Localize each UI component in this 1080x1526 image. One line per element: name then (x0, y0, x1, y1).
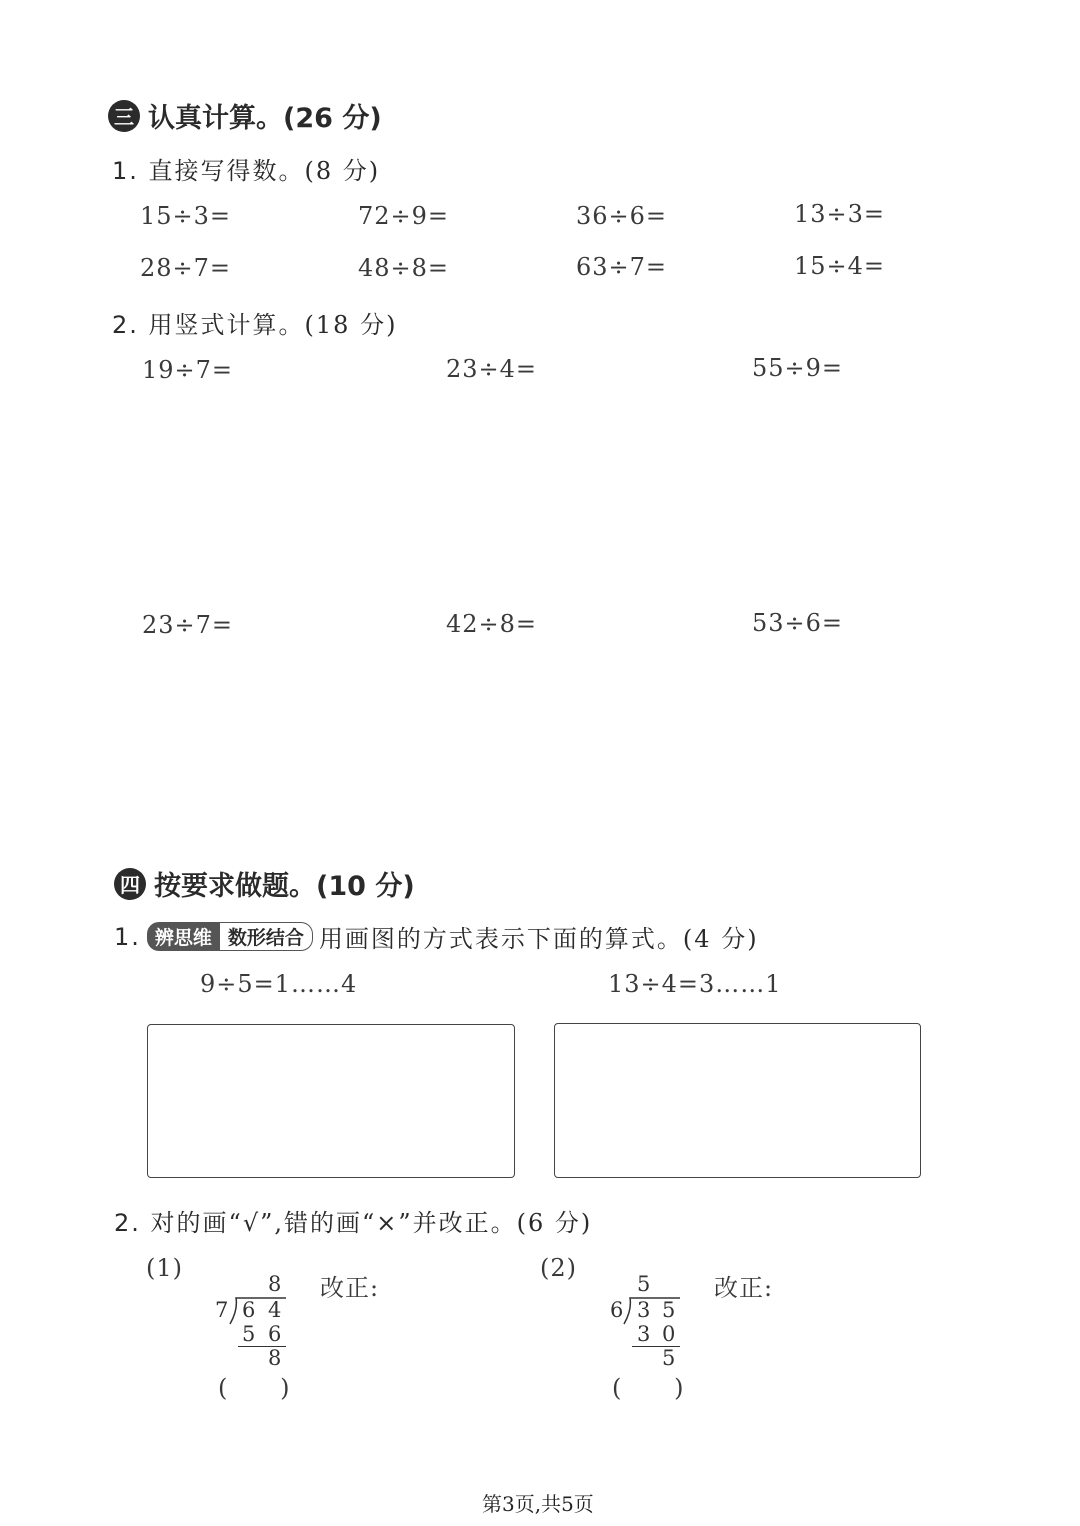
item-2-product-tens: 3 (637, 1322, 651, 1346)
question-text: 用画图的方式表示下面的算式。(4 分) (318, 925, 759, 953)
mental-calc-item: 48÷8= (358, 254, 450, 282)
mental-calc-item: 63÷7= (576, 253, 668, 281)
section-3-title: 认真计算。(26 分) (148, 103, 382, 134)
item-1-dividend-tens: 6 (242, 1298, 256, 1322)
item-1-product-tens: 5 (242, 1322, 256, 1346)
question-2-number: 2. (112, 311, 139, 339)
item-2-remainder: 5 (662, 1346, 676, 1370)
method-tag: 数形结合 (220, 922, 313, 951)
section-4-heading (114, 864, 415, 903)
item-1-divisor: 7 (215, 1298, 229, 1322)
vertical-calc-item: 55÷9= (752, 354, 844, 382)
question-number: 1. (114, 922, 141, 951)
vertical-calc-item: 53÷6= (752, 609, 844, 637)
question-2-title (112, 305, 397, 340)
thinking-tag: 辨思维 (147, 922, 220, 951)
drawing-box-right[interactable] (554, 1023, 921, 1178)
expression-right: 13÷4=3……1 (608, 970, 782, 998)
item-2-dividend-tens: 3 (637, 1298, 651, 1322)
section-3-badge: 三 (108, 100, 140, 132)
section-3-heading (108, 96, 382, 135)
drawing-box-left[interactable] (147, 1024, 515, 1178)
item-2-label: (2) (540, 1254, 577, 1282)
question-text: 对的画“√”,错的画“×”并改正。(6 分) (150, 1209, 593, 1237)
section-4-question-2-title (114, 1203, 592, 1238)
vertical-calc-item: 19÷7= (142, 356, 234, 384)
item-1-quotient: 8 (268, 1272, 282, 1296)
vertical-calc-item: 23÷7= (142, 611, 234, 639)
item-2-dividend-ones: 5 (662, 1298, 676, 1322)
vertical-calc-item: 42÷8= (446, 610, 538, 638)
section-4-question-1-title (114, 919, 759, 954)
item-1-answer-parentheses[interactable]: ( ) (218, 1374, 291, 1402)
item-1-correction-label: 改正: (320, 1274, 380, 1302)
vertical-calc-item: 23÷4= (446, 355, 538, 383)
mental-calc-item: 72÷9= (358, 202, 450, 230)
item-2-quotient: 5 (637, 1272, 651, 1296)
mental-calc-item: 15÷4= (794, 252, 886, 280)
question-1-number: 1. (112, 157, 139, 185)
mental-calc-item: 36÷6= (576, 202, 668, 230)
item-1-product-ones: 6 (268, 1322, 282, 1346)
question-2-text: 用竖式计算。(18 分) (148, 311, 398, 339)
mental-calc-item: 28÷7= (140, 254, 232, 282)
item-2-product-ones: 0 (662, 1322, 676, 1346)
item-1-remainder: 8 (268, 1346, 282, 1370)
question-number: 2. (114, 1209, 141, 1237)
page-number-footer: 第3页,共5页 (482, 1492, 594, 1516)
item-2-answer-parentheses[interactable]: ( ) (612, 1374, 685, 1402)
section-4-badge: 四 (114, 868, 146, 900)
question-1-text: 直接写得数。(8 分) (148, 157, 381, 185)
section-4-title: 按要求做题。(10 分) (154, 871, 415, 902)
mental-calc-item: 13÷3= (794, 200, 886, 228)
question-1-title (112, 151, 380, 186)
item-2-correction-label: 改正: (714, 1274, 774, 1302)
item-1-label: (1) (146, 1254, 183, 1282)
expression-left: 9÷5=1……4 (200, 970, 358, 998)
mental-calc-item: 15÷3= (140, 202, 232, 230)
item-1-dividend-ones: 4 (268, 1298, 282, 1322)
item-2-divisor: 6 (610, 1298, 624, 1322)
